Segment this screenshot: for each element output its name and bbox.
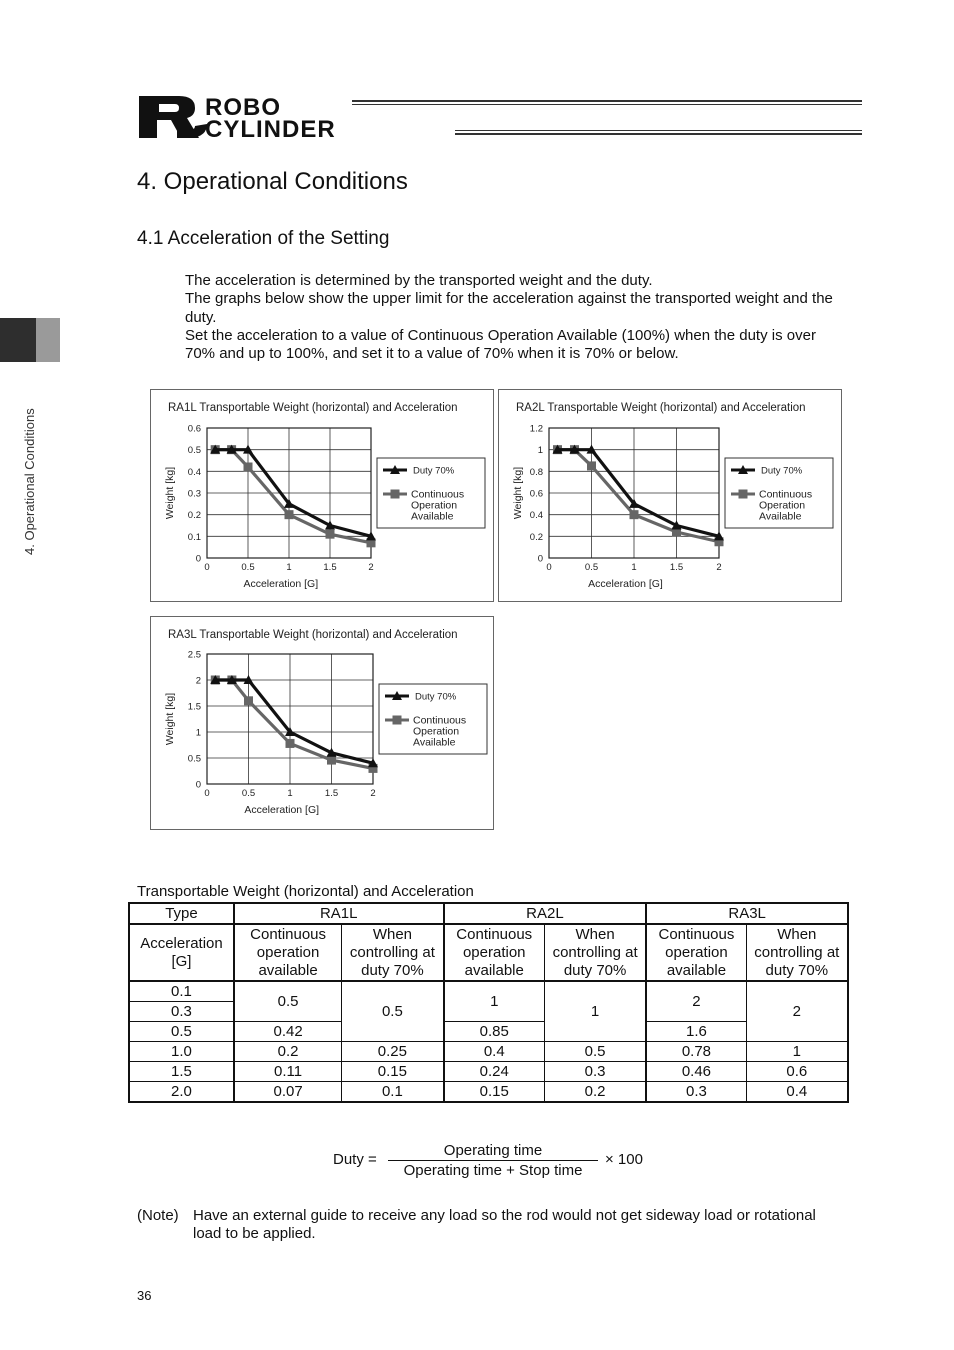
legend-label-continuous: Available (759, 510, 802, 523)
note-text: Have an external guide to receive any load so the rod would not get sideway load or rotational load to be applied. (193, 1207, 816, 1243)
y-tick-label: 2 (195, 675, 201, 687)
y-tick-label: 0.4 (529, 510, 543, 522)
col-continuous: Continuous operation available (646, 924, 746, 981)
y-tick-label: 0.5 (187, 753, 201, 765)
x-axis-label: Acceleration [G] (244, 804, 320, 816)
y-tick-label: 0 (537, 553, 543, 565)
value-cell: 0.78 (646, 1042, 746, 1062)
col-duty: When controlling at duty 70% (746, 924, 848, 981)
accel-cell: 2.0 (129, 1082, 234, 1103)
y-tick-label: 0.2 (187, 510, 201, 522)
subsection-title: 4.1 Acceleration of the Setting (137, 228, 390, 249)
col-continuous: Continuous operation available (444, 924, 545, 981)
series-line (215, 680, 373, 768)
legend-label-duty: Duty 70% (761, 465, 803, 477)
legend-marker-square (391, 490, 400, 499)
chart-svg (151, 390, 493, 601)
value-cell: 0.3 (646, 1082, 746, 1103)
value-cell: 0.24 (444, 1062, 545, 1082)
x-tick-label: 0.5 (584, 562, 599, 573)
y-tick-label: 0 (195, 553, 201, 565)
value-cell: 1.6 (646, 1022, 746, 1042)
legend-label-continuous: Continuous (413, 714, 467, 727)
chart-ra1l (150, 389, 494, 602)
accel-cell: 1.0 (129, 1042, 234, 1062)
x-tick-label: 0 (546, 562, 552, 573)
value-cell: 0.11 (234, 1062, 342, 1082)
page-number: 36 (137, 1288, 152, 1303)
y-tick-label: 0.8 (529, 466, 543, 478)
brand-line1: ROBO (205, 94, 281, 121)
col-continuous: Continuous operation available (234, 924, 342, 981)
value-cell: 0.5 (544, 1042, 646, 1062)
legend-label-continuous: Available (411, 510, 454, 523)
side-tab-label: 4. Operational Conditions (22, 408, 37, 555)
acceleration-header: Acceleration [G] (129, 924, 234, 981)
data-point-square (244, 696, 253, 705)
model-header-ra1l: RA1L (234, 903, 444, 924)
y-tick-label: 0.6 (529, 488, 543, 500)
value-cell: 0.5 (234, 981, 342, 1022)
legend-marker-square (393, 716, 402, 725)
value-cell: 0.5 (342, 981, 444, 1042)
x-tick-label: 1 (631, 562, 637, 573)
x-axis-label: Acceleration [G] (243, 578, 319, 590)
x-tick-label: 1 (286, 562, 292, 573)
value-cell: 1 (544, 981, 646, 1042)
y-axis-label: Weight [kg] (512, 466, 524, 520)
value-cell: 0.6 (746, 1062, 848, 1082)
weight-acceleration-table (128, 902, 849, 1103)
y-tick-label: 1 (195, 727, 201, 739)
data-point-square (285, 510, 294, 519)
accel-cell: 0.3 (129, 1002, 234, 1022)
value-cell: 0.4 (444, 1042, 545, 1062)
data-point-square (244, 463, 253, 472)
legend-label-duty: Duty 70% (413, 465, 455, 477)
table-caption: Transportable Weight (horizontal) and Acceleration (137, 883, 474, 900)
value-cell: 0.85 (444, 1022, 545, 1042)
value-cell: 1 (444, 981, 545, 1022)
chart-svg (151, 617, 493, 829)
x-tick-label: 0.5 (241, 562, 255, 573)
duty-multiplier: × 100 (605, 1151, 643, 1168)
y-tick-label: 0.2 (529, 531, 543, 543)
legend-label-continuous: Available (413, 736, 456, 749)
side-tab-marker-light (36, 318, 60, 362)
legend-label-continuous: Operation (411, 499, 458, 512)
x-tick-label: 1.5 (324, 788, 339, 799)
value-cell: 0.1 (342, 1082, 444, 1103)
x-tick-label: 2 (370, 788, 376, 799)
x-tick-label: 2 (368, 562, 374, 573)
y-tick-label: 0.4 (187, 466, 201, 478)
y-tick-label: 1.5 (187, 701, 201, 713)
type-header: Type (129, 903, 234, 924)
y-tick-label: 0.6 (187, 423, 201, 435)
y-tick-label: 0.5 (187, 445, 201, 457)
intro-line: The acceleration is determined by the transported weight and the duty. (185, 272, 653, 289)
legend-marker-square (739, 490, 748, 499)
y-tick-label: 1 (537, 445, 543, 457)
y-tick-label: 0.1 (187, 531, 201, 543)
chart-title: RA2L Transportable Weight (horizontal) and Acceleration (516, 402, 806, 414)
duty-numerator: Operating time (388, 1142, 598, 1161)
data-point-square (630, 510, 639, 519)
series-line (215, 680, 373, 763)
duty-denominator: Operating time + Stop time (403, 1162, 583, 1179)
value-cell: 1 (746, 1042, 848, 1062)
x-tick-label: 0 (204, 788, 210, 799)
intro-text (185, 272, 835, 363)
intro-line: Set the acceleration to a value of Continuous Operation Available (100%) when the duty is over 70% and up to 100%, and set it to a value of 70% when it is 70% or below. (185, 326, 816, 363)
value-cell: 0.46 (646, 1062, 746, 1082)
value-cell: 0.25 (342, 1042, 444, 1062)
section-title: 4. Operational Conditions (137, 168, 408, 195)
y-tick-label: 2.5 (187, 649, 201, 661)
value-cell: 0.15 (444, 1082, 545, 1103)
x-axis-label: Acceleration [G] (588, 578, 663, 590)
chart-ra3l (150, 616, 494, 830)
value-cell: 0.4 (746, 1082, 848, 1103)
model-header-ra2l: RA2L (444, 903, 647, 924)
legend-label-duty: Duty 70% (415, 691, 457, 703)
value-cell: 0.2 (234, 1042, 342, 1062)
note-label: (Note) (137, 1207, 179, 1224)
chart-title: RA1L Transportable Weight (horizontal) and Acceleration (168, 402, 458, 414)
accel-cell: 1.5 (129, 1062, 234, 1082)
accel-cell: 0.1 (129, 981, 234, 1002)
intro-line: The graphs below show the upper limit for the acceleration against the transported weight and the duty. (185, 290, 833, 326)
model-header-ra3l: RA3L (646, 903, 848, 924)
value-cell: 2 (646, 981, 746, 1022)
y-tick-label: 0.3 (187, 488, 201, 500)
legend-label-continuous: Continuous (759, 488, 813, 501)
accel-cell: 0.5 (129, 1022, 234, 1042)
brand-line2: CYLINDER (205, 116, 336, 140)
chart-ra2l (498, 389, 842, 602)
value-cell: 2 (746, 981, 848, 1042)
value-cell: 0.07 (234, 1082, 342, 1103)
value-cell: 0.2 (544, 1082, 646, 1103)
duty-formula-fraction (388, 1142, 598, 1179)
y-axis-label: Weight [kg] (164, 692, 176, 746)
y-tick-label: 0 (195, 779, 201, 791)
y-tick-label: 1.2 (529, 423, 543, 435)
legend-label-continuous: Operation (759, 499, 806, 512)
data-point-square (327, 756, 336, 765)
chart-title: RA3L Transportable Weight (horizontal) and Acceleration (168, 629, 458, 641)
value-cell: 0.15 (342, 1062, 444, 1082)
duty-formula-label: Duty = (333, 1151, 377, 1168)
value-cell: 0.3 (544, 1062, 646, 1082)
x-tick-label: 2 (716, 562, 722, 573)
y-axis-label: Weight [kg] (164, 466, 176, 520)
data-point-square (587, 461, 596, 470)
data-point-square (286, 739, 295, 748)
value-cell: 0.42 (234, 1022, 342, 1042)
x-tick-label: 1.5 (323, 562, 337, 573)
x-tick-label: 0 (204, 562, 210, 573)
data-point-square (326, 530, 335, 539)
col-duty: When controlling at duty 70% (342, 924, 444, 981)
x-tick-label: 1 (287, 788, 293, 799)
x-tick-label: 1.5 (669, 562, 684, 573)
x-tick-label: 0.5 (241, 788, 256, 799)
legend-label-continuous: Continuous (411, 488, 465, 501)
chart-svg (499, 390, 841, 601)
legend-label-continuous: Operation (413, 725, 460, 738)
col-duty: When controlling at duty 70% (544, 924, 646, 981)
series-line (558, 450, 720, 542)
